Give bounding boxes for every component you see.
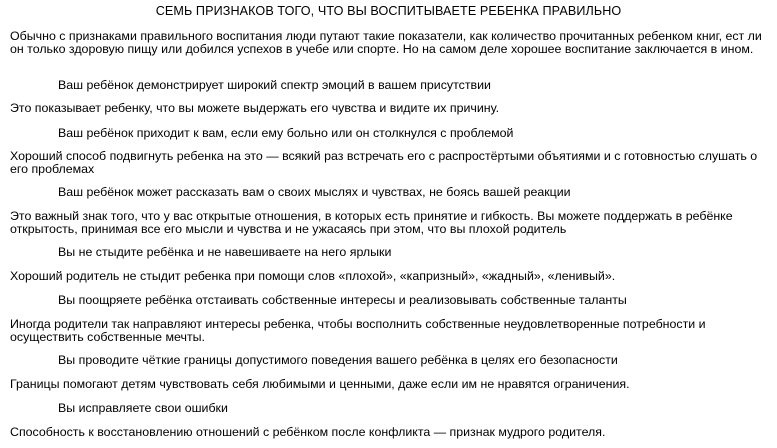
intro-paragraph: Обычно с признаками правильного воспитания люди путают такие показатели, как количество прочитанных ребенком книг, ест ли он только здоровую пищу или добился успехов в учебе или спорте. Но на самом деле хорошее воспитание заключается в ином. <box>10 29 762 57</box>
sign-heading: Вы поощряете ребёнка отстаивать собственные интересы и реализовывать собственные таланты <box>58 293 627 307</box>
sign-text: Иногда родители так направляют интересы ребенка, чтобы восполнить собственные неудовлетворенные потребности и осуществить собственные мечты. <box>10 317 706 345</box>
sign-heading: Ваш ребёнок может рассказать вам о своих мыслях и чувствах, не боясь вашей реакции <box>58 185 571 199</box>
sign-heading: Вы не стыдите ребёнка и не навешиваете на него ярлыки <box>58 245 392 259</box>
sign-text: Это показывает ребенку, что вы можете выдержать его чувства и видите их причину. <box>10 101 500 115</box>
sign-text: Способность к восстановлению отношений с ребёнком после конфликта — признак мудрого родителя. <box>10 425 606 439</box>
sign-heading: Вы проводите чёткие границы допустимого поведения вашего ребёнка в целях его безопасности <box>58 353 618 367</box>
sign-text: Границы помогают детям чувствовать себя любимыми и ценными, даже если им не нравятся ограничения. <box>10 377 630 391</box>
sign-heading: Ваш ребёнок приходит к вам, если ему больно или он столкнулся с проблемой <box>58 126 514 140</box>
sign-heading: Вы исправляете свои ошибки <box>58 401 228 415</box>
sign-text: Хороший родитель не стыдит ребенка при помощи слов «плохой», «капризный», «жадный», «ленивый». <box>10 269 616 283</box>
sign-heading: Ваш ребёнок демонстрирует широкий спектр эмоций в вашем присутствии <box>58 78 491 92</box>
sign-text: Хороший способ подвигнуть ребенка на это — всякий раз встречать его с распростёртыми объятиями и с готовностью слушать о его проблемах <box>10 149 758 177</box>
sign-text: Это важный знак того, что у вас открытые отношения, в которых есть принятие и гибкость. Вы можете поддержать в ребёнке открытость, принимая все его мысли и чувства и не ужасаясь при этом, что вы плохой родитель <box>10 209 733 237</box>
article-title: СЕМЬ ПРИЗНАКОВ ТОГО, ЧТО ВЫ ВОСПИТЫВАЕТЕ РЕБЕНКА ПРАВИЛЬНО <box>155 4 622 18</box>
